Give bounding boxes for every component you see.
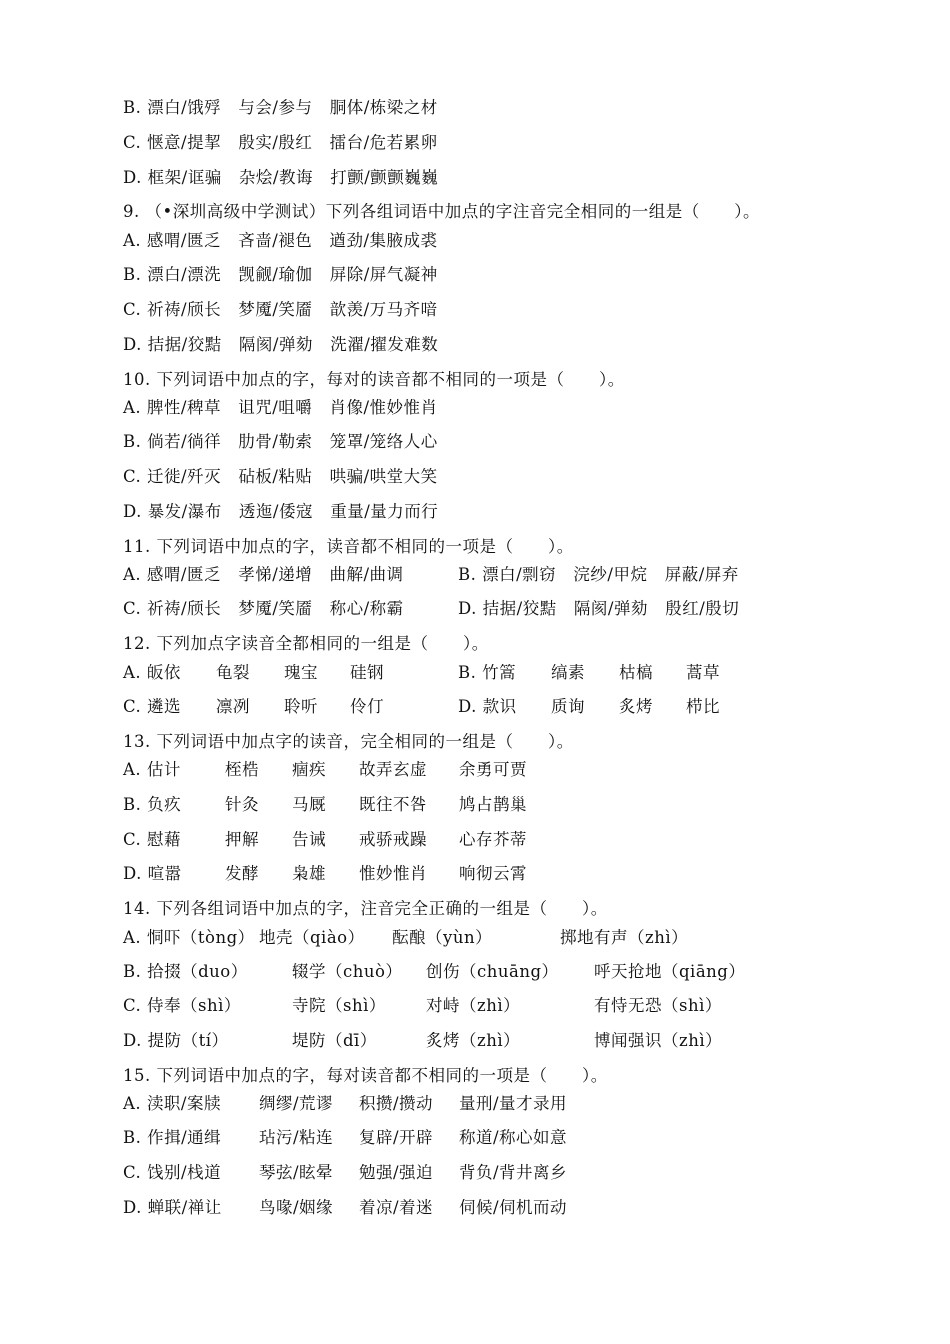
q14-d-1: D. 提防（tí） bbox=[123, 1031, 229, 1050]
q15-b-1: B. 作揖/通缉 bbox=[123, 1128, 222, 1147]
q15-d-3: 着凉/着迷 bbox=[359, 1198, 434, 1217]
q8-option-b: B. 漂白/饿殍 与会/参与 胴体/栋梁之材 bbox=[123, 98, 438, 117]
q8-option-c: C. 惬意/提挈 殷实/殷红 擂台/危若累卵 bbox=[123, 133, 438, 152]
q13-d-5: 响彻云霄 bbox=[459, 864, 527, 883]
q13-d-1: D. 喧嚣 bbox=[123, 864, 182, 883]
q12-a-3: 瑰宝 bbox=[284, 663, 318, 682]
q11-option-c: C. 祈祷/颀长 梦魇/笑靥 称心/称霸 bbox=[123, 599, 404, 618]
q14-c-4: 有恃无恐（shì） bbox=[594, 996, 722, 1015]
q14-a-3: 酝酿（yùn） bbox=[392, 928, 493, 947]
q15-b-4: 称道/称心如意 bbox=[459, 1128, 568, 1147]
q12-b-4: 蒿草 bbox=[686, 663, 720, 682]
q10-option-d: D. 暴发/瀑布 透迤/倭寇 重量/量力而行 bbox=[123, 502, 439, 521]
q13-d-3: 枭雄 bbox=[292, 864, 326, 883]
q11-option-b: B. 漂白/剽窃 浣纱/甲烷 屏蔽/屏弃 bbox=[458, 565, 739, 584]
q13-b-1: B. 负疚 bbox=[123, 795, 182, 814]
q12-a-4: 硅钢 bbox=[350, 663, 384, 682]
q15-a-3: 积攒/攒动 bbox=[359, 1094, 434, 1113]
q12-c-4: 伶仃 bbox=[350, 697, 384, 716]
q9-option-b: B. 漂白/漂洗 觊觎/瑜伽 屏除/屏气凝神 bbox=[123, 265, 438, 284]
q14-d-2: 堤防（dī） bbox=[292, 1031, 377, 1050]
q12-c-1: C. 遴选 bbox=[123, 697, 182, 716]
q12-a-1: A. 皈依 bbox=[123, 663, 181, 682]
q12-d-2: 质询 bbox=[551, 697, 585, 716]
q15-c-2: 琴弦/眩晕 bbox=[259, 1163, 334, 1182]
q9-option-c: C. 祈祷/颀长 梦魇/笑靥 歆羡/万马齐喑 bbox=[123, 300, 438, 319]
q13-b-4: 既往不咎 bbox=[359, 795, 427, 814]
q14-b-2: 辍学（chuò） bbox=[292, 962, 403, 981]
q13-stem: 13. 下列词语中加点字的读音，完全相同的一组是（ ）。 bbox=[123, 732, 574, 751]
q14-c-2: 寺院（shì） bbox=[292, 996, 386, 1015]
q9-option-d: D. 拮据/狡黠 隔阂/弹劾 洗濯/擢发难数 bbox=[123, 335, 439, 354]
q12-b-1: B. 竹篙 bbox=[458, 663, 517, 682]
q14-b-4: 呼天抢地（qiāng） bbox=[594, 962, 746, 981]
q15-c-4: 背负/背井离乡 bbox=[459, 1163, 568, 1182]
q10-option-a: A. 脾性/稗草 诅咒/咀嚼 肖像/惟妙惟肖 bbox=[123, 398, 438, 417]
q13-a-3: 痼疾 bbox=[292, 760, 326, 779]
q13-c-1: C. 慰藉 bbox=[123, 830, 182, 849]
q12-b-3: 枯槁 bbox=[619, 663, 653, 682]
q15-a-1: A. 渎职/案牍 bbox=[123, 1094, 221, 1113]
q11-stem: 11. 下列词语中加点的字，读音都不相同的一项是（ ）。 bbox=[123, 537, 574, 556]
q14-c-1: C. 侍奉（shì） bbox=[123, 996, 241, 1015]
q12-c-2: 凛冽 bbox=[216, 697, 250, 716]
q10-stem: 10. 下列词语中加点的字，每对的读音都不相同的一项是（ ）。 bbox=[123, 370, 625, 389]
q13-b-3: 马厩 bbox=[292, 795, 326, 814]
q15-a-4: 量刑/量才录用 bbox=[459, 1094, 568, 1113]
q11-option-d: D. 拮据/狡黠 隔阂/弹劾 殷红/殷切 bbox=[458, 599, 740, 618]
q13-d-4: 惟妙惟肖 bbox=[359, 864, 427, 883]
q14-a-4: 掷地有声（zhì） bbox=[560, 928, 689, 947]
q14-d-3: 炙烤（zhì） bbox=[426, 1031, 521, 1050]
q13-a-5: 余勇可贾 bbox=[459, 760, 527, 779]
q9-option-a: A. 感喟/匮乏 吝啬/褪色 遒劲/集腋成裘 bbox=[123, 231, 438, 250]
q15-b-2: 玷污/粘连 bbox=[259, 1128, 334, 1147]
q8-option-d: D. 框架/诓骗 杂烩/教诲 打颤/颤颤巍巍 bbox=[123, 168, 439, 187]
q13-a-4: 故弄玄虚 bbox=[359, 760, 427, 779]
q12-d-4: 栉比 bbox=[686, 697, 720, 716]
q13-c-4: 戒骄戒躁 bbox=[359, 830, 427, 849]
q14-c-3: 对峙（zhì） bbox=[426, 996, 521, 1015]
q14-stem: 14. 下列各组词语中加点的字，注音完全正确的一组是（ ）。 bbox=[123, 899, 608, 918]
q10-option-c: C. 迁徙/歼灭 砧板/粘贴 哄骗/哄堂大笑 bbox=[123, 467, 438, 486]
q12-a-2: 龟裂 bbox=[216, 663, 250, 682]
q15-c-3: 勉强/强迫 bbox=[359, 1163, 434, 1182]
q15-d-2: 鸟喙/姻缘 bbox=[259, 1198, 334, 1217]
q13-c-5: 心存芥蒂 bbox=[459, 830, 527, 849]
q15-c-1: C. 饯别/栈道 bbox=[123, 1163, 222, 1182]
q12-stem: 12. 下列加点字读音全都相同的一组是（ ）。 bbox=[123, 634, 489, 653]
q15-b-3: 复辟/开辟 bbox=[359, 1128, 434, 1147]
q13-b-2: 针灸 bbox=[225, 795, 259, 814]
q15-d-1: D. 蝉联/禅让 bbox=[123, 1198, 222, 1217]
q15-d-4: 伺候/伺机而动 bbox=[459, 1198, 568, 1217]
q15-stem: 15. 下列词语中加点的字，每对读音都不相同的一项是（ ）。 bbox=[123, 1066, 608, 1085]
q13-c-2: 押解 bbox=[225, 830, 259, 849]
q12-c-3: 聆听 bbox=[284, 697, 318, 716]
q9-stem: 9. （•深圳高级中学测试）下列各组词语中加点的字注音完全相同的一组是（ ）。 bbox=[123, 202, 760, 221]
q14-a-1: A. 恫吓（tòng） bbox=[123, 928, 255, 947]
q13-a-2: 桎梏 bbox=[225, 760, 259, 779]
q15-a-2: 绸缪/荒谬 bbox=[259, 1094, 334, 1113]
q12-d-3: 炙烤 bbox=[619, 697, 653, 716]
q14-a-2: 地壳（qiào） bbox=[259, 928, 365, 947]
q13-c-3: 告诫 bbox=[292, 830, 326, 849]
q13-d-2: 发酵 bbox=[225, 864, 259, 883]
q13-b-5: 鸠占鹊巢 bbox=[459, 795, 527, 814]
q10-option-b: B. 倘若/徜徉 肋骨/勒索 笼罩/笼络人心 bbox=[123, 432, 438, 451]
q14-b-3: 创伤（chuāng） bbox=[426, 962, 559, 981]
q13-a-1: A. 估计 bbox=[123, 760, 181, 779]
q12-b-2: 缟素 bbox=[551, 663, 585, 682]
q12-d-1: D. 款识 bbox=[458, 697, 517, 716]
q14-b-1: B. 拾掇（duo） bbox=[123, 962, 248, 981]
q14-d-4: 博闻强识（zhì） bbox=[594, 1031, 723, 1050]
q11-option-a: A. 感喟/匮乏 孝悌/递增 曲解/曲调 bbox=[123, 565, 404, 584]
